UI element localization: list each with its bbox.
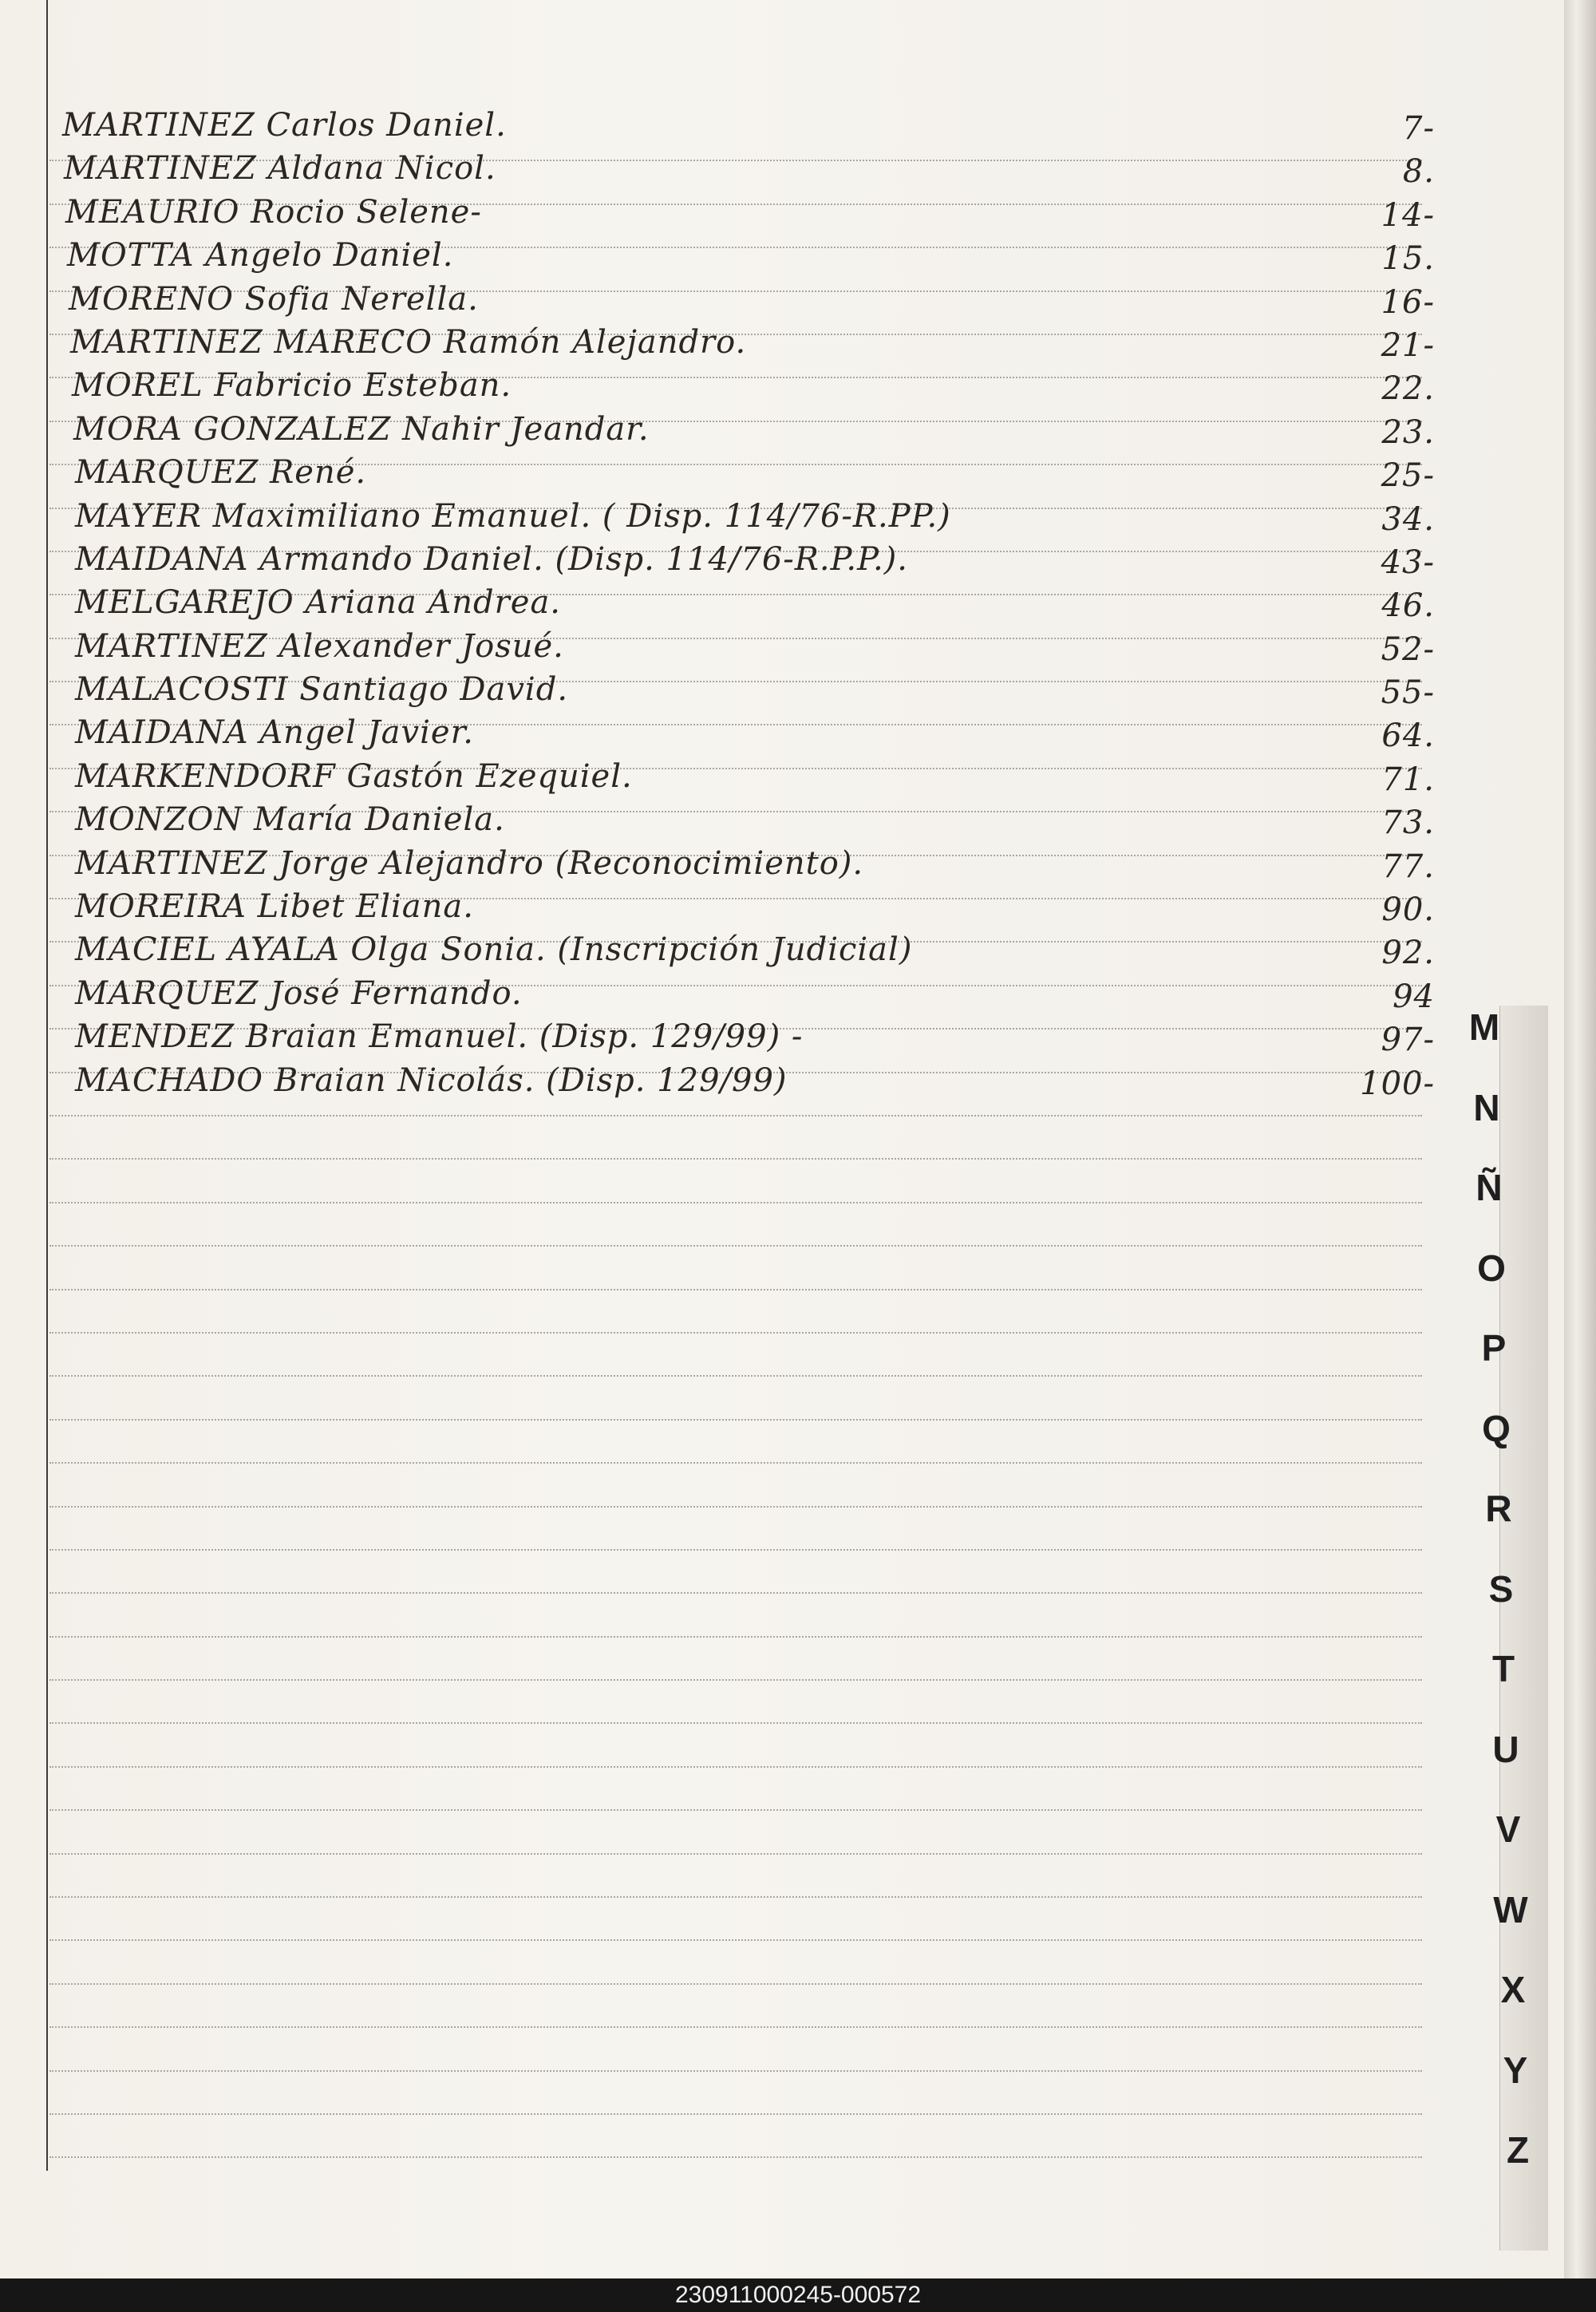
rule-line bbox=[49, 1377, 1422, 1420]
rule-line bbox=[49, 2028, 1422, 2071]
entry-name: MARQUEZ José Fernando. bbox=[75, 974, 523, 1012]
rule-line bbox=[49, 1421, 1422, 1464]
rule-line bbox=[49, 1334, 1422, 1377]
list-item bbox=[62, 927, 1435, 970]
entry-name: MARQUEZ René. bbox=[75, 454, 367, 492]
entry-name: MARTINEZ Jorge Alejandro (Reconocimiento). bbox=[75, 844, 864, 882]
index-tab-4[interactable]: O bbox=[1477, 1247, 1506, 1289]
entry-number: 90. bbox=[1381, 891, 1435, 929]
entry-name: MACIEL AYALA Olga Sonia. (Inscripción Judicial) bbox=[75, 931, 913, 969]
rule-line bbox=[49, 1290, 1422, 1334]
entry-name: MARTINEZ Alexander Josué. bbox=[75, 627, 564, 665]
entry-number: 7- bbox=[1402, 110, 1435, 147]
list-item bbox=[62, 102, 1435, 145]
entry-name: MAYER Maximiliano Emanuel. ( Disp. 114/76-R.PP.) bbox=[75, 497, 951, 535]
index-tab-8[interactable]: S bbox=[1488, 1567, 1514, 1610]
list-item bbox=[62, 493, 1435, 536]
index-tab-12[interactable]: W bbox=[1493, 1888, 1528, 1931]
entry-number: 46. bbox=[1381, 587, 1435, 625]
index-tab-10[interactable]: U bbox=[1492, 1728, 1519, 1770]
rule-line bbox=[49, 1681, 1422, 1724]
index-tab-7[interactable]: R bbox=[1485, 1488, 1512, 1529]
entry-name: MONZON María Daniela. bbox=[75, 801, 505, 839]
entry-name: MELGAREJO Ariana Andrea. bbox=[75, 584, 561, 622]
entry-name: MARTINEZ Carlos Daniel. bbox=[62, 107, 507, 144]
list-item bbox=[62, 536, 1435, 579]
entry-name: MAIDANA Angel Javier. bbox=[75, 714, 475, 752]
entry-name: MACHADO Braian Nicolás. (Disp. 129/99) bbox=[75, 1061, 788, 1099]
list-item bbox=[62, 406, 1435, 449]
rule-line bbox=[49, 1941, 1422, 1984]
index-tab-11[interactable]: V bbox=[1495, 1808, 1521, 1850]
entry-number: 25- bbox=[1381, 457, 1435, 495]
entry-name: MEAURIO Rocio Selene- bbox=[65, 193, 482, 231]
entry-name: MOREL Fabricio Esteban. bbox=[72, 367, 512, 405]
index-tab-13[interactable]: X bbox=[1500, 1969, 1526, 2010]
entry-number: 22. bbox=[1381, 370, 1435, 408]
rule-line bbox=[49, 1768, 1422, 1811]
entry-number: 97- bbox=[1381, 1022, 1435, 1059]
entry-number: 55- bbox=[1381, 674, 1435, 712]
rule-line bbox=[49, 2072, 1422, 2115]
list-item bbox=[62, 1057, 1435, 1101]
entry-number: 43- bbox=[1381, 543, 1435, 581]
list-item bbox=[62, 579, 1435, 625]
entry-number: 92. bbox=[1381, 935, 1435, 972]
rule-line bbox=[49, 2115, 1422, 2158]
entry-number: 21- bbox=[1381, 326, 1435, 364]
entry-name: MOREIRA Libet Eliana. bbox=[75, 888, 474, 926]
rule-line bbox=[49, 1247, 1422, 1290]
entry-number: 94 bbox=[1393, 978, 1435, 1015]
index-tab-9[interactable]: T bbox=[1491, 1648, 1515, 1690]
entry-name: MOTTA Angelo Daniel. bbox=[67, 237, 454, 275]
entry-number: 15. bbox=[1381, 240, 1435, 278]
index-tab-15[interactable]: Z bbox=[1506, 2129, 1530, 2171]
rule-line bbox=[49, 1594, 1422, 1637]
list-item bbox=[62, 840, 1435, 883]
page-edge bbox=[1564, 0, 1596, 2278]
entry-name: MARTINEZ MARECO Ramón Alejandro. bbox=[70, 323, 747, 361]
list-item bbox=[62, 796, 1435, 840]
entry-number: 34. bbox=[1381, 500, 1435, 538]
entry-number: 100- bbox=[1360, 1065, 1435, 1102]
index-tab-1[interactable]: M bbox=[1468, 1006, 1500, 1048]
entry-number: 16- bbox=[1381, 283, 1435, 321]
list-item bbox=[62, 189, 1435, 232]
entry-number: 77. bbox=[1381, 848, 1435, 885]
rule-line bbox=[49, 1203, 1422, 1247]
list-item bbox=[62, 319, 1435, 362]
entry-name: MAIDANA Armando Daniel. (Disp. 114/76-R.P.P.). bbox=[75, 540, 908, 578]
entry-number: 52- bbox=[1381, 630, 1435, 668]
entry-list bbox=[62, 102, 1435, 1101]
list-item bbox=[62, 1014, 1435, 1057]
entry-name: MORENO Sofia Nerella. bbox=[69, 280, 479, 318]
entry-number: 23. bbox=[1381, 413, 1435, 451]
entry-number: 14- bbox=[1381, 196, 1435, 234]
margin-line bbox=[46, 0, 48, 2171]
list-item bbox=[62, 276, 1435, 319]
index-tab-3[interactable]: Ñ bbox=[1476, 1167, 1503, 1208]
list-item bbox=[62, 970, 1435, 1014]
list-item bbox=[62, 232, 1435, 278]
entry-name: MENDEZ Braian Emanuel. (Disp. 129/99) - bbox=[75, 1018, 804, 1056]
index-tab-6[interactable]: Q bbox=[1482, 1407, 1511, 1449]
document-id: 230911000245-000572 bbox=[0, 2278, 1596, 2312]
entry-name: MARTINEZ Aldana Nicol. bbox=[64, 150, 496, 188]
entry-number: 73. bbox=[1381, 804, 1435, 842]
list-item bbox=[62, 362, 1435, 408]
rule-line bbox=[49, 1985, 1422, 2028]
rule-line bbox=[49, 1811, 1422, 1854]
list-item bbox=[62, 145, 1435, 191]
index-tab-5[interactable]: P bbox=[1481, 1327, 1507, 1369]
rule-line bbox=[49, 1898, 1422, 1941]
list-item bbox=[62, 709, 1435, 753]
rule-line bbox=[49, 1508, 1422, 1551]
index-tab-14[interactable]: Y bbox=[1503, 2049, 1528, 2091]
entry-name: MORA GONZALEZ Nahir Jeandar. bbox=[73, 410, 650, 448]
entry-name: MALACOSTI Santiago David. bbox=[75, 671, 569, 709]
rule-line bbox=[49, 1464, 1422, 1507]
rule-line bbox=[49, 1160, 1422, 1203]
rule-line bbox=[49, 1855, 1422, 1898]
rule-line bbox=[49, 1116, 1422, 1160]
entry-number: 8. bbox=[1402, 153, 1435, 191]
entry-name: MARKENDORF Gastón Ezequiel. bbox=[75, 757, 633, 795]
entry-number: 71. bbox=[1381, 761, 1435, 798]
list-item bbox=[62, 883, 1435, 927]
entry-number: 64. bbox=[1381, 717, 1435, 755]
index-tab-2[interactable]: N bbox=[1473, 1086, 1500, 1128]
alphabet-index bbox=[1452, 1006, 1548, 2187]
rule-line bbox=[49, 1638, 1422, 1681]
rule-line bbox=[49, 1724, 1422, 1767]
list-item bbox=[62, 623, 1435, 666]
list-item bbox=[62, 753, 1435, 796]
list-item bbox=[62, 666, 1435, 712]
list-item bbox=[62, 449, 1435, 495]
rule-line bbox=[49, 1551, 1422, 1594]
